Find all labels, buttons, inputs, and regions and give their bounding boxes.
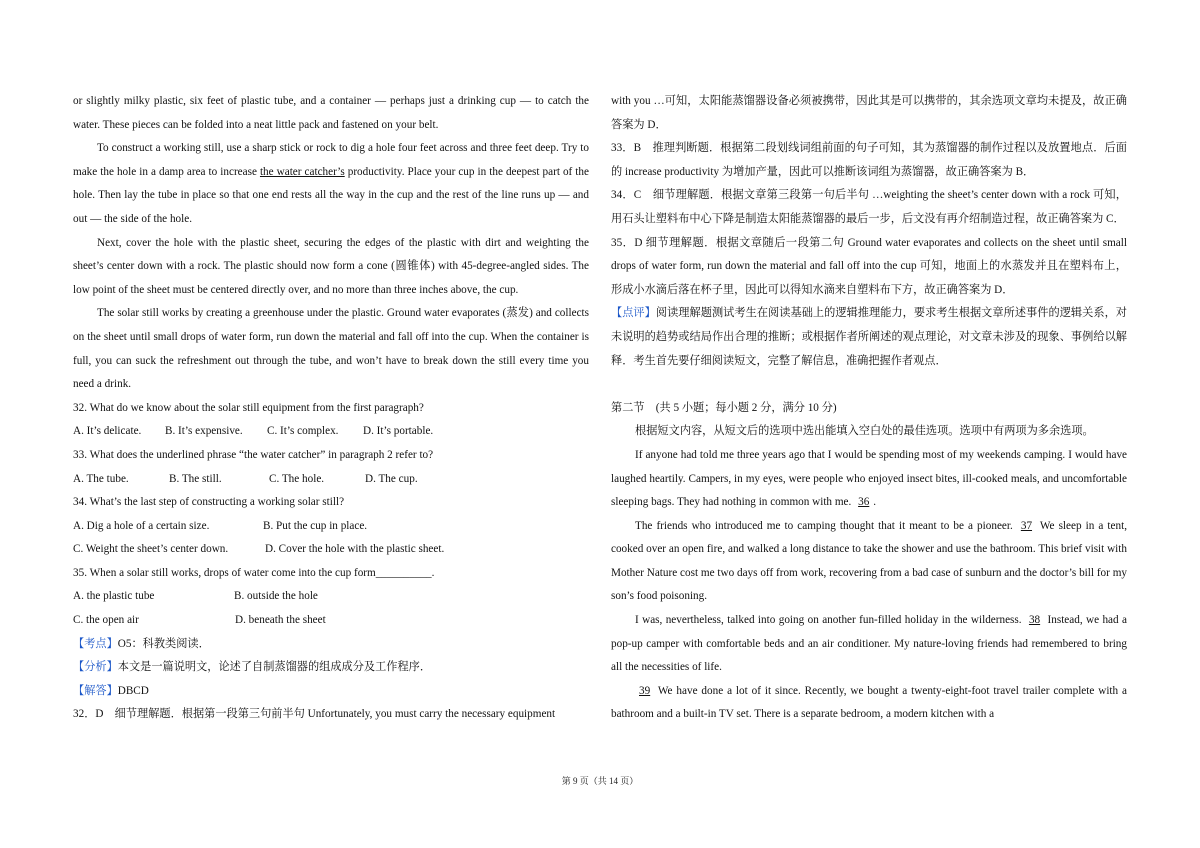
option-d: D. beneath the sheet	[235, 614, 326, 627]
paragraph-text: We have done a lot of it since. Recently, we bought a twenty-eight-foot travel trailer complete with a bathroom and a built-in TV set. There is a separate bedroom, a modern kitchen with a	[611, 684, 1127, 721]
dianping-tag: 【点评】	[611, 307, 656, 320]
question-32: 32. What do we know about the solar still equipment from the first paragraph?	[73, 401, 424, 414]
dianping-text: 阅读理解题测试考生在阅读基础上的逻辑推理能力，要求考生根据文章所述事件的逻辑关系，对未说明的趋势或结局作出合理的推断；或根据作者所阐述的观点理论，对文章未涉及的现象、事例给以解释．考生首先要仔细阅读短文，完整了解信息，准确把握作者观点．	[611, 307, 1127, 367]
passage-paragraph-3: Next, cover the hole with the plastic sheet, securing the edges of the plastic with dirt and weighting the sheet’s center down with a rock. The plastic should now form a cone (圆锥体) with 45-degree-angled sides. The low point of the sheet must be centered directly over, and no more than three inches above, the cup.	[73, 236, 589, 296]
option-c: C. The hole.	[269, 472, 325, 485]
blank-38: 38	[1028, 614, 1041, 627]
cloze-paragraph-4	[611, 680, 1127, 727]
jieda-text: DBCD	[117, 684, 149, 697]
paragraph-text: To construct a working still, use a sharp stick or rock to dig a hole four feet across and three feet deep. Try to make the hole in a damp area to increase	[73, 142, 589, 178]
blank-37: 37	[1020, 519, 1033, 532]
passage-paragraph-2	[73, 137, 589, 231]
option-c: C. Weight the sheet’s center down.	[73, 543, 229, 556]
paragraph-text: I was, nevertheless, talked into going on another fun-filled holiday in the wilderness.	[635, 614, 1025, 627]
fenxi-text: 本文是一篇说明文，论述了自制蒸馏器的组成成分及工作程序．	[117, 661, 432, 674]
cloze-paragraph-2	[611, 515, 1127, 609]
fenxi-tag: 【分析】	[73, 661, 118, 674]
question-35: 35. When a solar still works, drops of water come into the cup form__________.	[73, 566, 435, 579]
left-column	[73, 90, 589, 727]
answer-32-start: 32．D 细节理解题．根据第一段第三句前半句 Unfortunately, you must carry the necessary equipment	[73, 708, 556, 721]
option-d: D. It’s portable.	[363, 425, 434, 438]
option-a: A. Dig a hole of a certain size.	[73, 519, 210, 532]
option-b: B. It’s expensive.	[165, 425, 243, 438]
right-column	[611, 90, 1127, 727]
jieda-tag: 【解答】	[73, 684, 118, 697]
kaodian-line	[73, 633, 589, 657]
passage-paragraph-1: or slightly milky plastic, six feet of plastic tube, and a container — perhaps just a drinking cup — to catch the water. These pieces can be folded into a neat little pack and fastened on your belt.	[73, 95, 589, 131]
paragraph-text: If anyone had told me three years ago that I would be spending most of my weekends camping. I would have laughed heartily. Campers, in my eyes, were people who enjoyed insect bites, ill-cooked meals, and uncomfortable sleeping bags. They had nothing in common with me.	[611, 448, 1127, 509]
answer-34: 34．C 细节理解题．根据文章第三段第一句后半句 …weighting the sheet’s center down with a rock 可知，用石头让塑料布中心下降是制造太阳能蒸馏器的最后一步，后文没有再介绍制造过程，故正确答案为 C．	[611, 189, 1127, 225]
answer-33: 33．B 推理判断题．根据第二段划线词组前面的句子可知，其为蒸馏器的制作过程以及放置地点．后面的 increase productivity 为增加产量，因此可以推断该词组为蒸馏器，故正确答案为 B．	[611, 142, 1127, 178]
cloze-paragraph-3	[611, 609, 1127, 680]
answer-35: 35．D 细节理解题．根据文章随后一段第二句 Ground water evaporates and collects on the sheet until small drops of water form, run down the material and fall off into the cup 可知，地面上的水蒸发并且在塑料布上，形成小水滴后落在杯子里，因此可以得知水滴来自塑料布下方，故正确答案为 D．	[611, 236, 1127, 296]
dianping-paragraph	[611, 302, 1127, 373]
question-35-options-row1	[73, 585, 589, 609]
jieda-line	[73, 680, 589, 704]
option-b: B. outside the hole	[234, 590, 318, 603]
option-a: A. It’s delicate.	[73, 425, 142, 438]
question-33-options	[73, 468, 589, 492]
question-34-options-row1	[73, 515, 589, 539]
paragraph-text: productivity. Place your cup in the deepest part of the hole. Then lay the tube in place so that one end rests all the way in the cup and the rest of the line runs up — and out — the side of the hole.	[73, 165, 589, 225]
cloze-paragraph-1	[611, 444, 1127, 515]
question-33: 33. What does the underlined phrase “the water catcher” in paragraph 2 refer to?	[73, 448, 434, 461]
kaodian-text: O5：科教类阅读．	[117, 637, 210, 650]
paragraph-text: Instead, we had a pop-up camper with comfortable beds and an air conditioner. My nature-loving friends had remembered to bring all the necessities of life.	[611, 614, 1127, 674]
question-34-options-row2	[73, 538, 589, 562]
question-34: 34. What’s the last step of constructing a working solar still?	[73, 496, 345, 509]
option-b: B. The still.	[169, 472, 222, 485]
paragraph-text: The friends who introduced me to camping thought that it meant to be a pioneer.	[635, 519, 1017, 532]
option-a: A. the plastic tube	[73, 590, 155, 603]
page-footer: 第 9 页（共 14 页）	[561, 776, 639, 786]
kaodian-tag: 【考点】	[73, 637, 118, 650]
paragraph-text: We sleep in a tent, cooked over an open fire, and walked a long distance to take the shower and use the bathroom. This brief visit with Mother Nature cost me two days off from work, recovering from a bad case of sunburn and the doctor’s bill for my son’s food poisoning.	[611, 519, 1127, 603]
passage-paragraph-4: The solar still works by creating a greenhouse under the plastic. Ground water evaporates (蒸发) and collects on the sheet until small drops of water form, run down the material and fall off into the cup. When the container is full, you can suck the refreshment out through the tube, and won’t have to break down the still every time you need a drink.	[73, 307, 589, 391]
question-32-options	[73, 420, 589, 444]
option-d: D. Cover the hole with the plastic sheet.	[265, 543, 445, 556]
answer-32-continued: with you …可知，太阳能蒸馏器设备必须被携带，因此其是可以携带的，其余选项文章均未提及，故正确答案为 D．	[611, 95, 1127, 131]
question-35-options-row2	[73, 609, 589, 633]
option-a: A. The tube.	[73, 472, 129, 485]
blank-36: 36	[858, 496, 870, 509]
blank-39: 39	[639, 684, 651, 697]
option-d: D. The cup.	[365, 472, 418, 485]
section-instruction: 根据短文内容，从短文后的选项中选出能填入空白处的最佳选项。选项中有两项为多余选项。	[635, 425, 1094, 438]
option-c: C. the open air	[73, 614, 139, 627]
underlined-phrase: the water catcher’s	[259, 165, 345, 178]
paragraph-text: .	[873, 496, 877, 509]
option-b: B. Put the cup in place.	[263, 519, 368, 532]
section-heading: 第二节 (共 5 小题；每小题 2 分，满分 10 分)	[611, 401, 837, 414]
option-c: C. It’s complex.	[267, 425, 339, 438]
fenxi-line	[73, 656, 589, 680]
spacer	[611, 373, 1127, 397]
